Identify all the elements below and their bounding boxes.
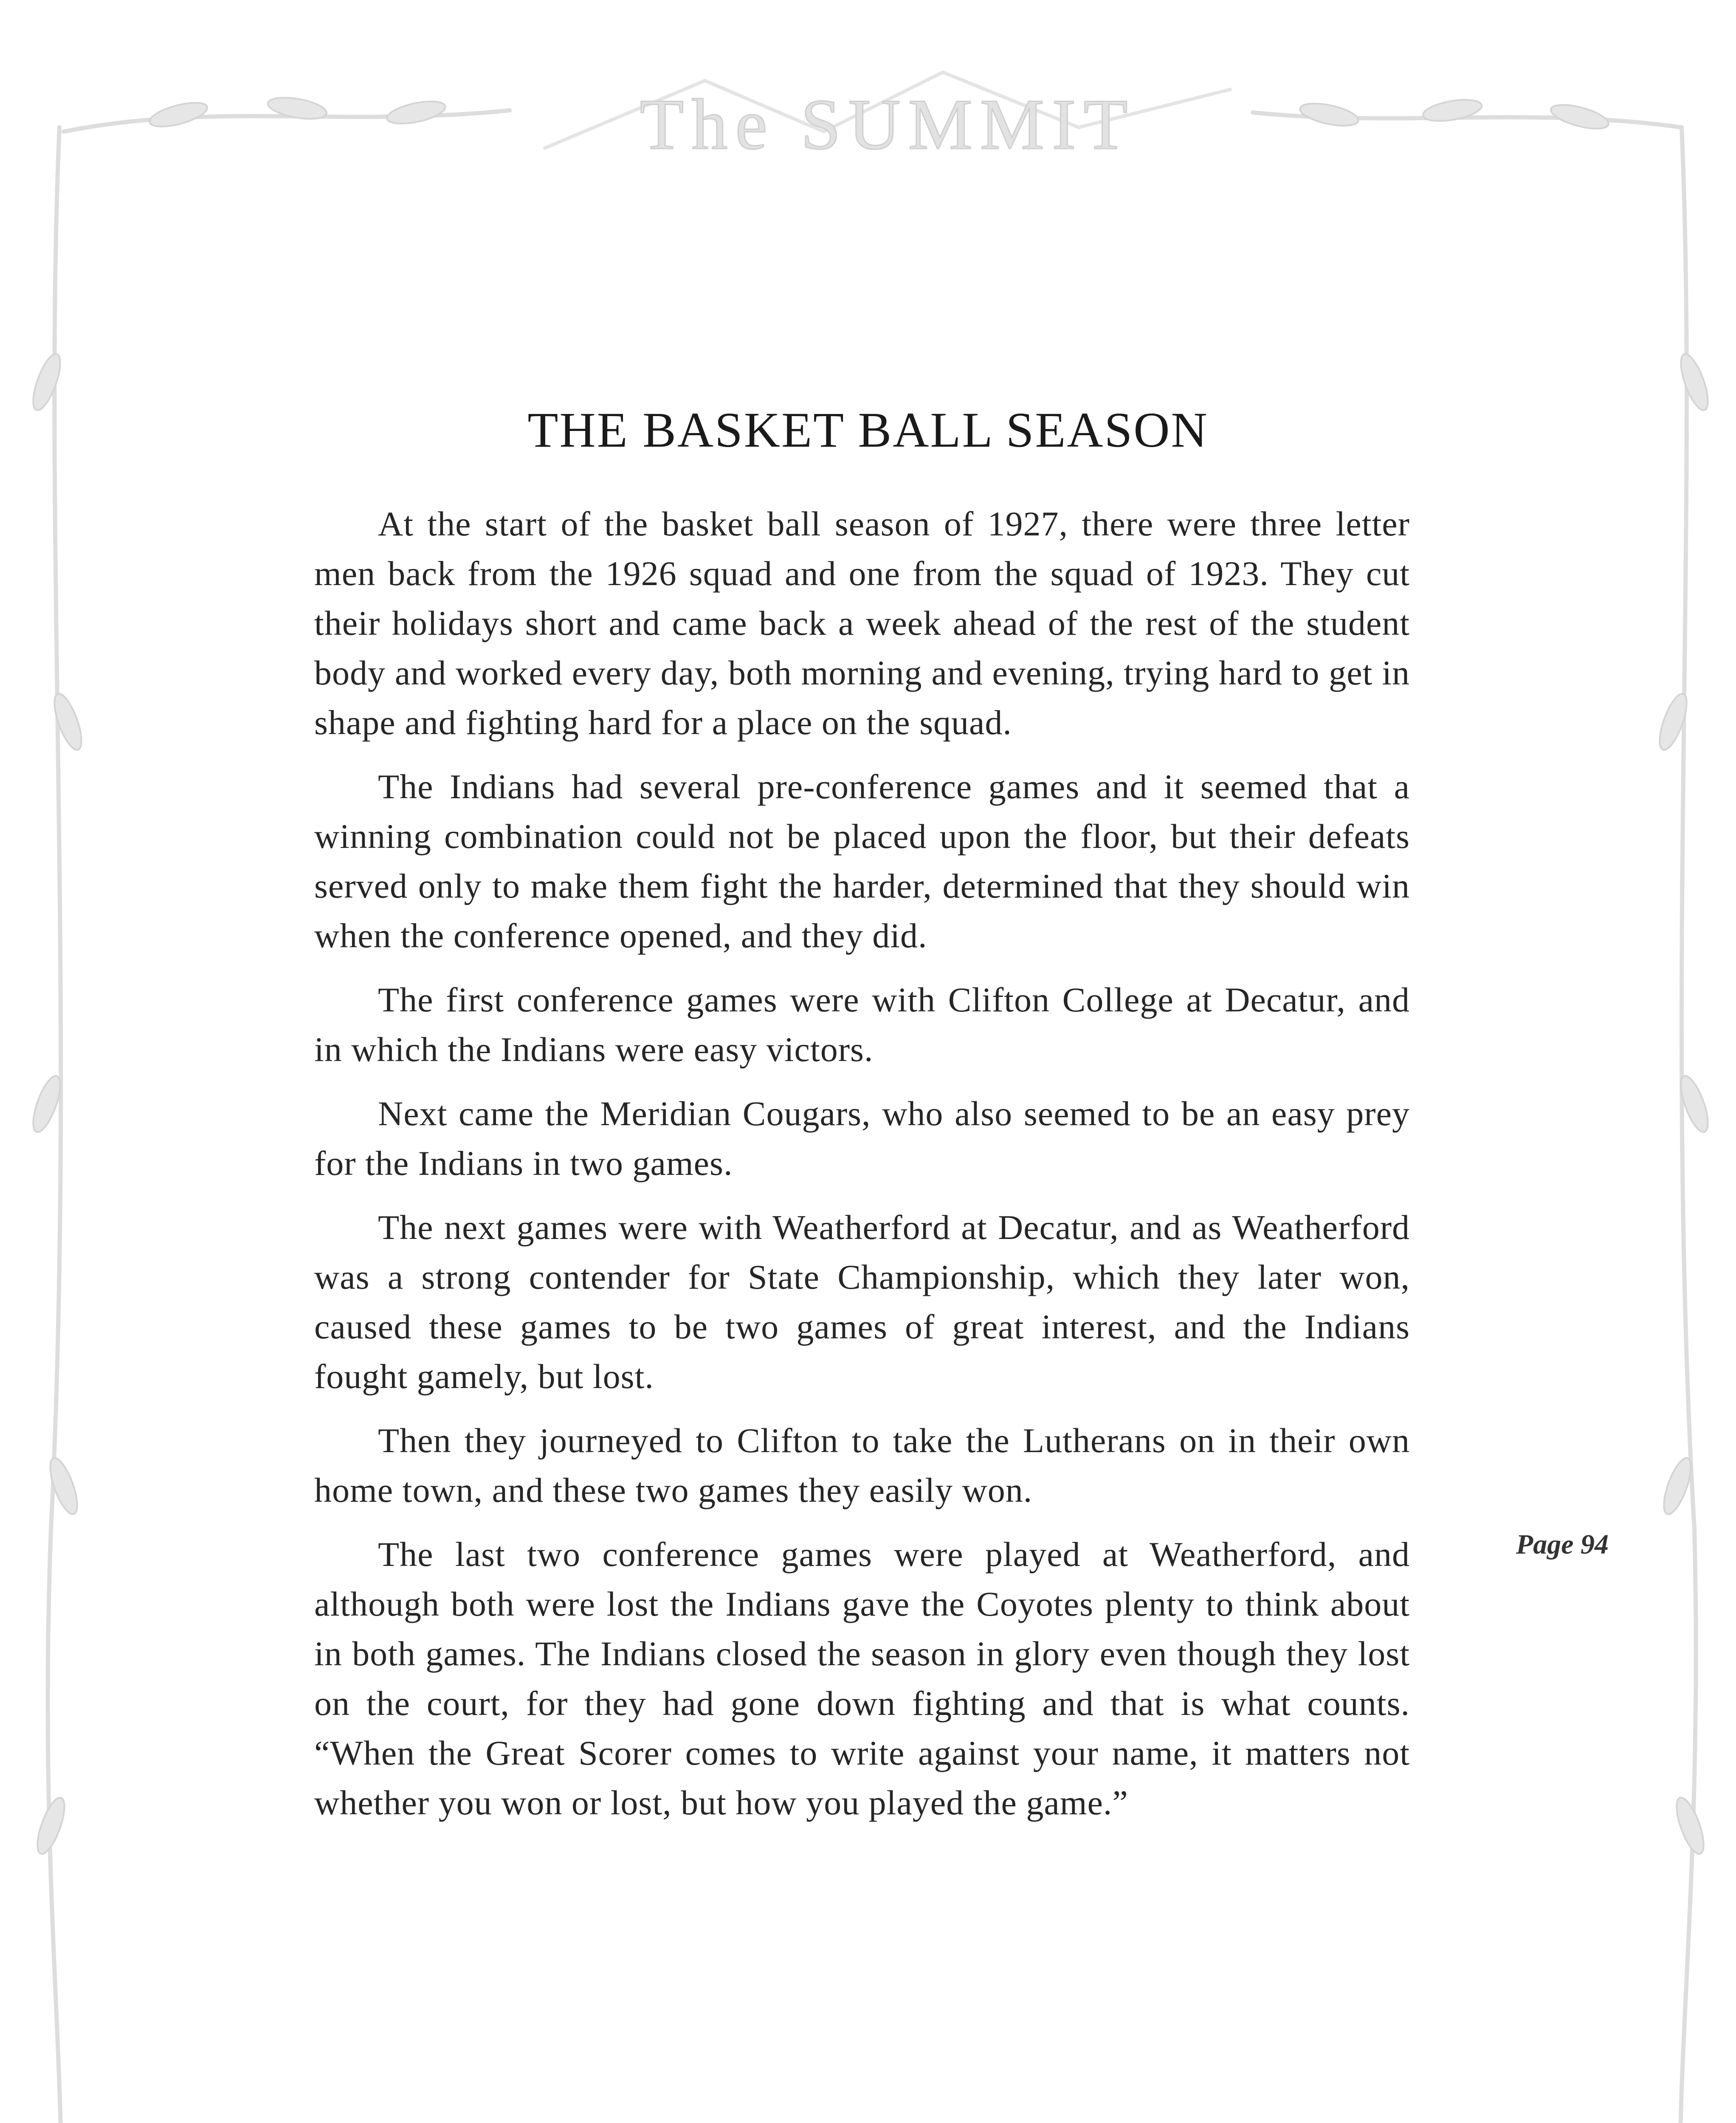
- paragraph: At the start of the basket ball season of 1927, there were three letter men back from the 1926 squad and one from the squad of 1923. They cut their holidays short and came back a week ahead of the rest of the student body and worked every day, both morning and evening, trying hard to get in shape and fighting hard for a place on the squad.: [314, 504, 1410, 742]
- masthead-text: The SUMMIT: [640, 84, 1136, 164]
- paragraph: Next came the Meridian Cougars, who also seemed to be an easy prey for the Indians in two games.: [314, 1094, 1410, 1183]
- paragraph: The last two conference games were played at Weatherford, and although both were lost the Indians gave the Coyotes plenty to think about in both games. The Indians closed the season in glory even though they lost on the court, for they had gone down fighting and that is what counts. “When the Great Scorer comes to write against your name, it matters not whether you won or lost, but how you played the game.”: [314, 1535, 1410, 1822]
- paragraph: The first conference games were with Clifton College at Decatur, and in which the Indians were easy victors.: [314, 980, 1410, 1069]
- paragraph: The Indians had several pre-conference games and it seemed that a winning combination could not be placed upon the floor, but their defeats served only to make them fight the harder, determined that they should win when the conference opened, and they did.: [314, 767, 1410, 955]
- page-number: Page 94: [1516, 1529, 1609, 1560]
- paragraph: Then they journeyed to Clifton to take the Lutherans on in their own home town, and these two games they easily won.: [314, 1421, 1410, 1509]
- article-body: [314, 499, 1410, 1842]
- paragraph: The next games were with Weatherford at Decatur, and as Weatherford was a strong contender for State Championship, which they later won, caused these games to be two games of great interest, and the Indians fought gamely, but lost.: [314, 1208, 1410, 1396]
- page-title: THE BASKET BALL SEASON: [527, 402, 1209, 458]
- summit-masthead-logo: [527, 64, 1248, 170]
